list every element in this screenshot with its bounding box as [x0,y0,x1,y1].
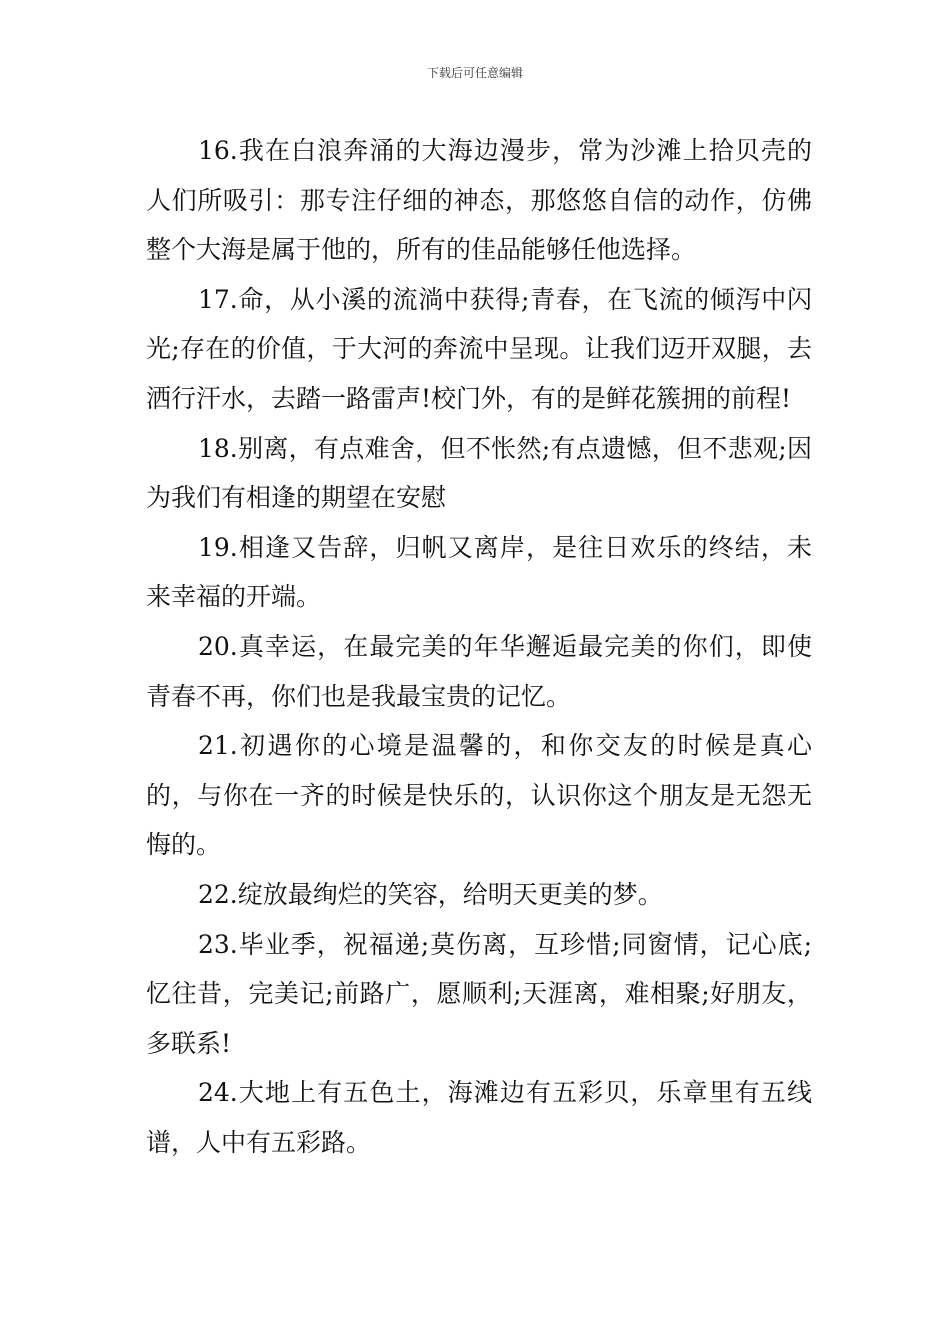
paragraph-17: 17.命，从小溪的流淌中获得;青春，在飞流的倾泻中闪光;存在的价值，于大河的奔流中呈现。让我们迈开双腿，去洒行汗水，去踏一路雷声!校门外，有的是鲜花簇拥的前程! [146,284,812,413]
paragraph-20: 20.真幸运，在最完美的年华邂逅最完美的你们，即使青春不再，你们也是我最宝贵的记忆。 [146,631,812,711]
paragraph-21: 21.初遇你的心境是温馨的，和你交友的时候是真心的，与你在一齐的时候是快乐的，认识你这个朋友是无怨无悔的。 [146,731,812,860]
paragraph-18: 18.别离，有点难舍，但不怅然;有点遗憾，但不悲观;因为我们有相逢的期望在安慰 [146,433,812,513]
paragraph-23: 23.毕业季，祝福递;莫伤离，互珍惜;同窗情，记心底;忆往昔，完美记;前路广，愿顺利;天涯离，难相聚;好朋友，多联系! [146,929,812,1058]
page-header-note: 下载后可任意编辑 [426,66,523,80]
document-body [146,126,812,1167]
paragraph-24: 24.大地上有五色土，海滩边有五彩贝，乐章里有五线谱，人中有五彩路。 [146,1078,812,1157]
paragraph-19: 19.相逢又告辞，归帆又离岸，是往日欢乐的终结，未来幸福的开端。 [146,532,812,612]
paragraph-22: 22.绽放最绚烂的笑容，给明天更美的梦。 [198,879,663,909]
paragraph-16: 16.我在白浪奔涌的大海边漫步，常为沙滩上拾贝壳的人们所吸引：那专注仔细的神态，那悠悠自信的动作，仿佛整个大海是属于他的，所有的佳品能够任他选择。 [146,136,812,265]
